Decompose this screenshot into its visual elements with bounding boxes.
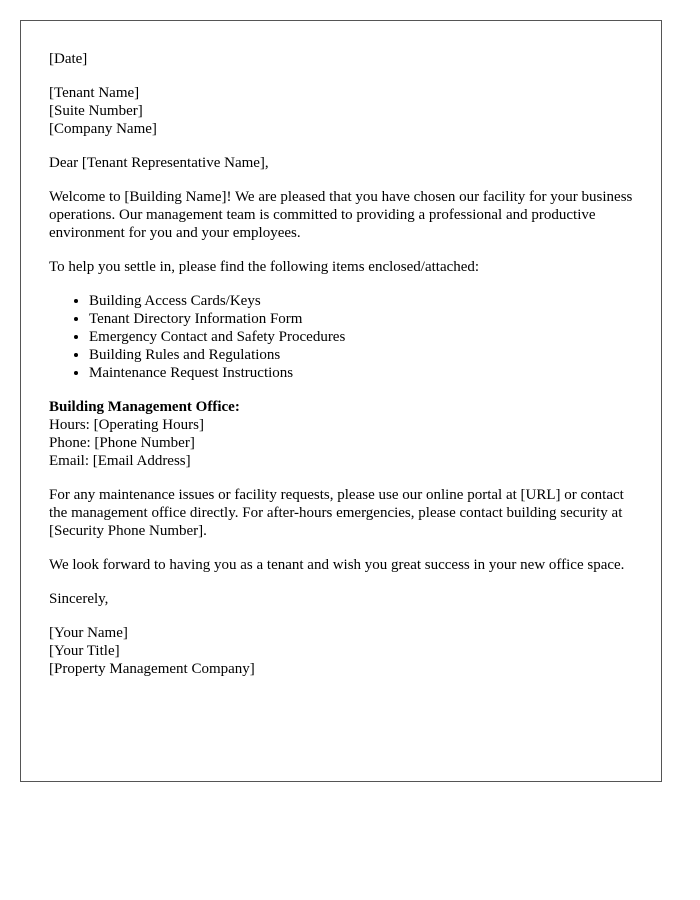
letter-date: [Date] [49,51,88,67]
signature-company: [Property Management Company] [49,661,255,677]
signature-name: [Your Name] [49,625,128,641]
recipient-suite-number: [Suite Number] [49,103,143,119]
signature-block [49,624,633,678]
signature-title: [Your Title] [49,643,120,659]
maintenance-paragraph: For any maintenance issues or facility requests, please use our online portal at [URL] or contact the management office directly. For after-hours emergencies, please contact building security at [Security Phone Number]. [49,487,624,539]
list-item: • Tenant Directory Information Form [89,310,633,328]
office-phone: Phone: [Phone Number] [49,435,195,451]
list-item: • Building Access Cards/Keys [89,292,633,310]
office-hours: Hours: [Operating Hours] [49,417,204,433]
office-heading: Building Management Office: [49,399,240,415]
office-email: Email: [Email Address] [49,453,191,469]
welcome-paragraph: Welcome to [Building Name]! We are pleased that you have chosen our facility for your business operations. Our management team is committed to providing a professional and productive environment for you and your employees. [49,189,633,241]
list-item: • Maintenance Request Instructions [89,364,633,382]
list-item: • Emergency Contact and Safety Procedures [89,328,633,346]
enclosed-items-list [49,292,633,382]
list-item: • Building Rules and Regulations [89,346,633,364]
recipient-tenant-name: [Tenant Name] [49,85,140,101]
closing-paragraph: We look forward to having you as a tenant and wish you great success in your new office space. [49,557,625,573]
letter-page [20,20,662,782]
management-office-info [49,398,633,470]
items-intro: To help you settle in, please find the following items enclosed/attached: [49,259,480,275]
sign-off: Sincerely, [49,591,109,607]
salutation: Dear [Tenant Representative Name], [49,155,269,171]
recipient-company-name: [Company Name] [49,121,157,137]
recipient-address [49,84,633,138]
